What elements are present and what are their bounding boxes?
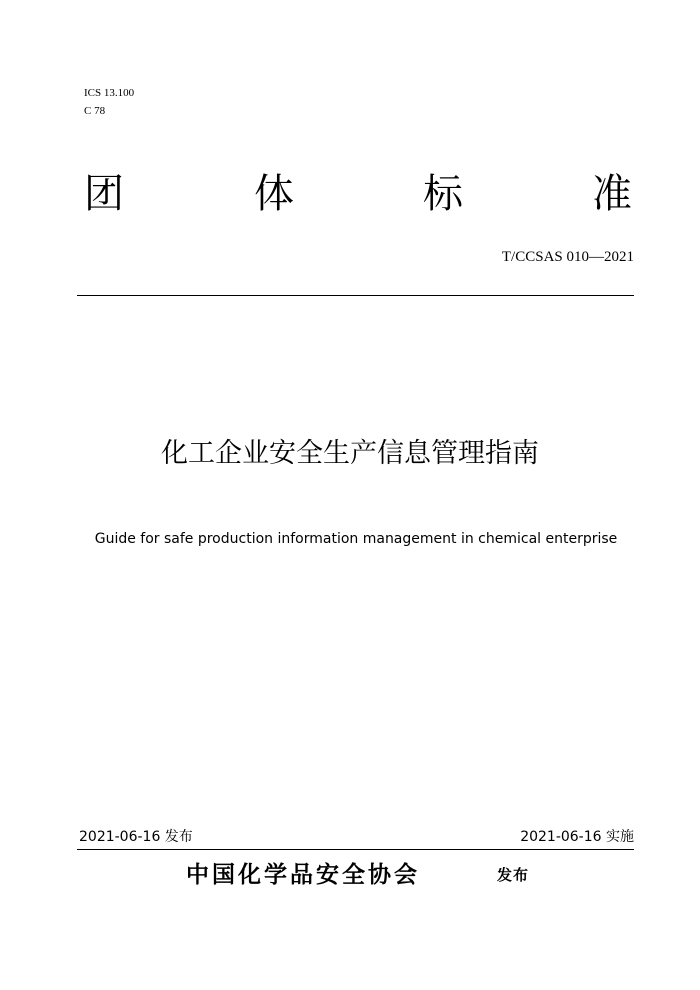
publisher-name: 中国化学品安全协会 [186,862,420,888]
standard-number: T/CCSAS 010—2021 [501,249,634,265]
heading-char: 准 [592,171,632,217]
heading-char: 团 [84,171,124,217]
publish-date: 2021-06-16 发布 [79,829,193,845]
bottom-divider [77,849,634,850]
ccs-code: C 78 [84,105,106,117]
publisher-suffix: 发布 [497,866,530,884]
heading-char: 标 [423,171,463,217]
ics-code: ICS 13.100 [84,87,135,99]
document-title: 化工企业安全生产信息管理指南 [161,438,539,469]
implementation-date: 2021-06-16 实施 [520,829,634,845]
document-title-english: Guide for safe production information management in chemical enterprise [94,531,618,547]
heading-char: 体 [254,171,294,217]
top-divider [77,295,634,296]
